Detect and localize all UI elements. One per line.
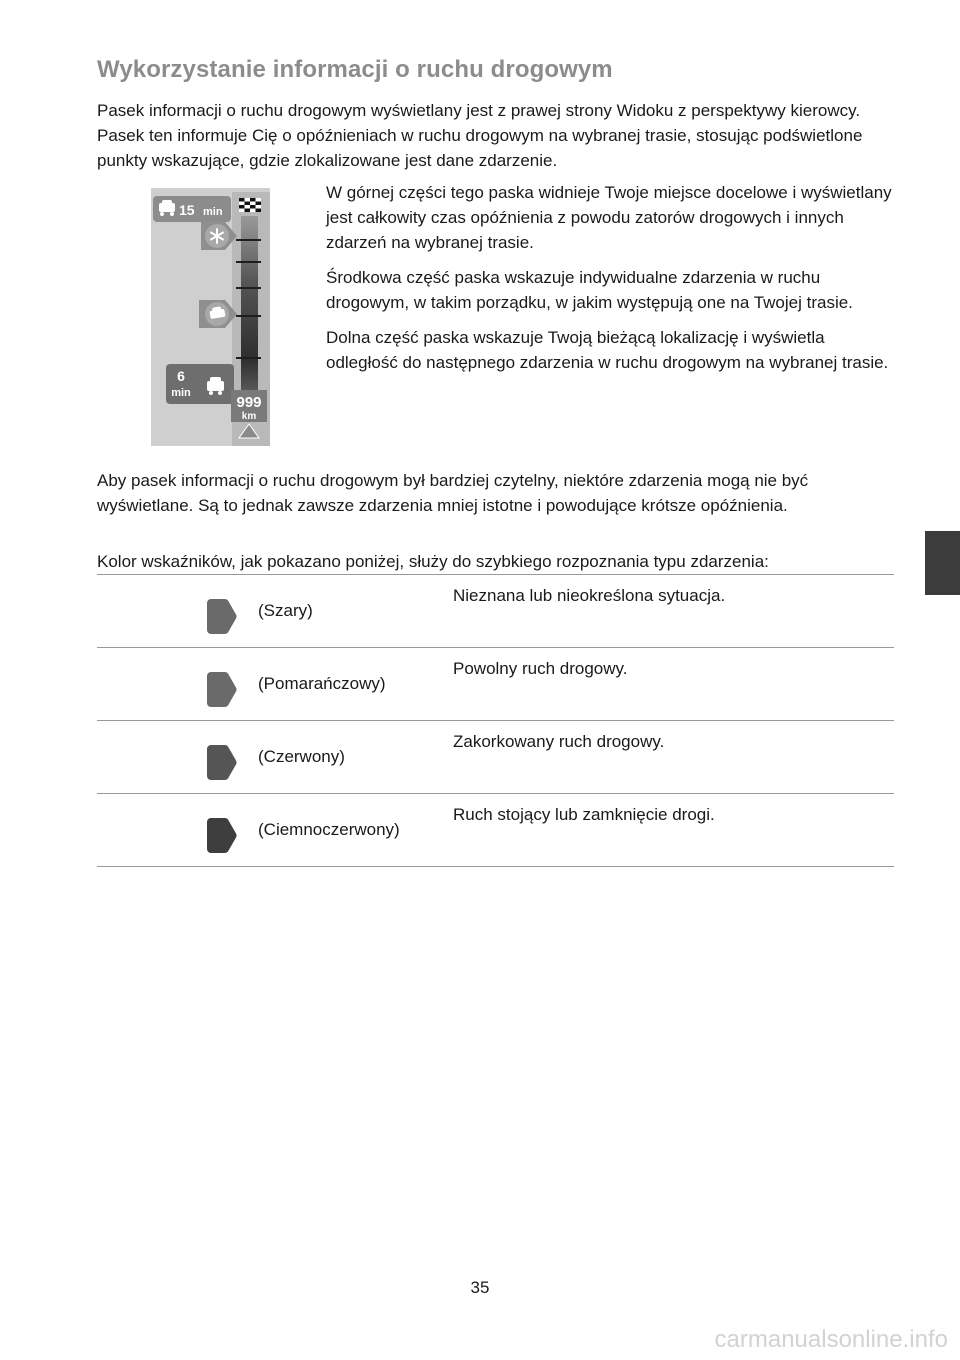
distance-unit: km <box>241 411 257 422</box>
explanation-bottom: Dolna część paska wskazuje Twoją bieżącą lokalizację i wyświetla odległość do następnego zdarzenia w ruchu drogowym na wybranej trasie. <box>326 328 889 372</box>
legend-color-label: (Szary) <box>258 601 313 620</box>
intro-paragraph: Pasek informacji o ruchu drogowym wyświetlany jest z prawej strony Widoku z perspektywy kierowcy. Pasek ten informuje Cię o opóźnieniach w ruchu drogowym na wybranej trasie, stosując podświetlone punkty wskazujące, gdzie zlokalizowane jest dane zdarzenie. <box>97 101 863 170</box>
legend-color-label: (Ciemnoczerwony) <box>258 820 400 839</box>
color-legend-table <box>97 574 894 867</box>
page-number: 35 <box>470 1278 490 1297</box>
explanation-middle: Środkowa część paska wskazuje indywidualne zdarzenia w ruchu drogowym, w takim porządku, w jakim występują one na Twojej trasie. <box>326 268 853 312</box>
legend-color-label: (Czerwony) <box>258 747 345 766</box>
traffic-bar-track <box>241 216 258 406</box>
chapter-tab <box>925 531 960 595</box>
orange-marker-icon <box>206 670 238 712</box>
distance-value: 999 <box>236 394 262 411</box>
legend-row <box>97 648 894 721</box>
grey-marker-icon <box>206 597 238 639</box>
watermark: carmanualsonline.info <box>714 1326 948 1353</box>
legend-description: Ruch stojący lub zamknięcie drogi. <box>453 805 715 824</box>
page-heading: Wykorzystanie informacji o ruchu drogowym <box>97 56 613 83</box>
dark-red-marker-icon <box>206 816 238 858</box>
legend-description: Powolny ruch drogowy. <box>453 659 628 678</box>
legend-row <box>97 575 894 648</box>
red-marker-icon <box>206 743 238 785</box>
top-delay-value: 15 <box>179 202 195 218</box>
legend-row <box>97 721 894 794</box>
readability-paragraph: Aby pasek informacji o ruchu drogowym był bardziej czytelny, niektóre zdarzenia mogą nie być wyświetlane. Są to jednak zawsze zdarzenia mniej istotne i powodujące krótsze opóźnienia. <box>97 471 809 515</box>
checkered-flag-icon <box>239 198 261 212</box>
color-intro-paragraph: Kolor wskaźników, jak pokazano poniżej, służy do szybkiego rozpoznania typu zdarzenia: <box>97 552 769 571</box>
bottom-delay-value: 6 <box>177 368 185 384</box>
legend-row <box>97 794 894 867</box>
explanation-top: W górnej części tego paska widnieje Twoje miejsce docelowe i wyświetlany jest całkowity czas opóźnienia z powodu zatorów drogowych i innych zdarzeń na wybranej trasie. <box>326 183 892 252</box>
legend-description: Nieznana lub nieokreślona sytuacja. <box>453 586 726 605</box>
legend-color-label: (Pomarańczowy) <box>258 674 386 693</box>
bottom-delay-unit: min <box>171 387 191 399</box>
figure-explanation <box>326 180 901 385</box>
legend-description: Zakorkowany ruch drogowy. <box>453 732 665 751</box>
traffic-bar-figure <box>151 188 270 446</box>
top-delay-unit: min <box>203 206 223 218</box>
